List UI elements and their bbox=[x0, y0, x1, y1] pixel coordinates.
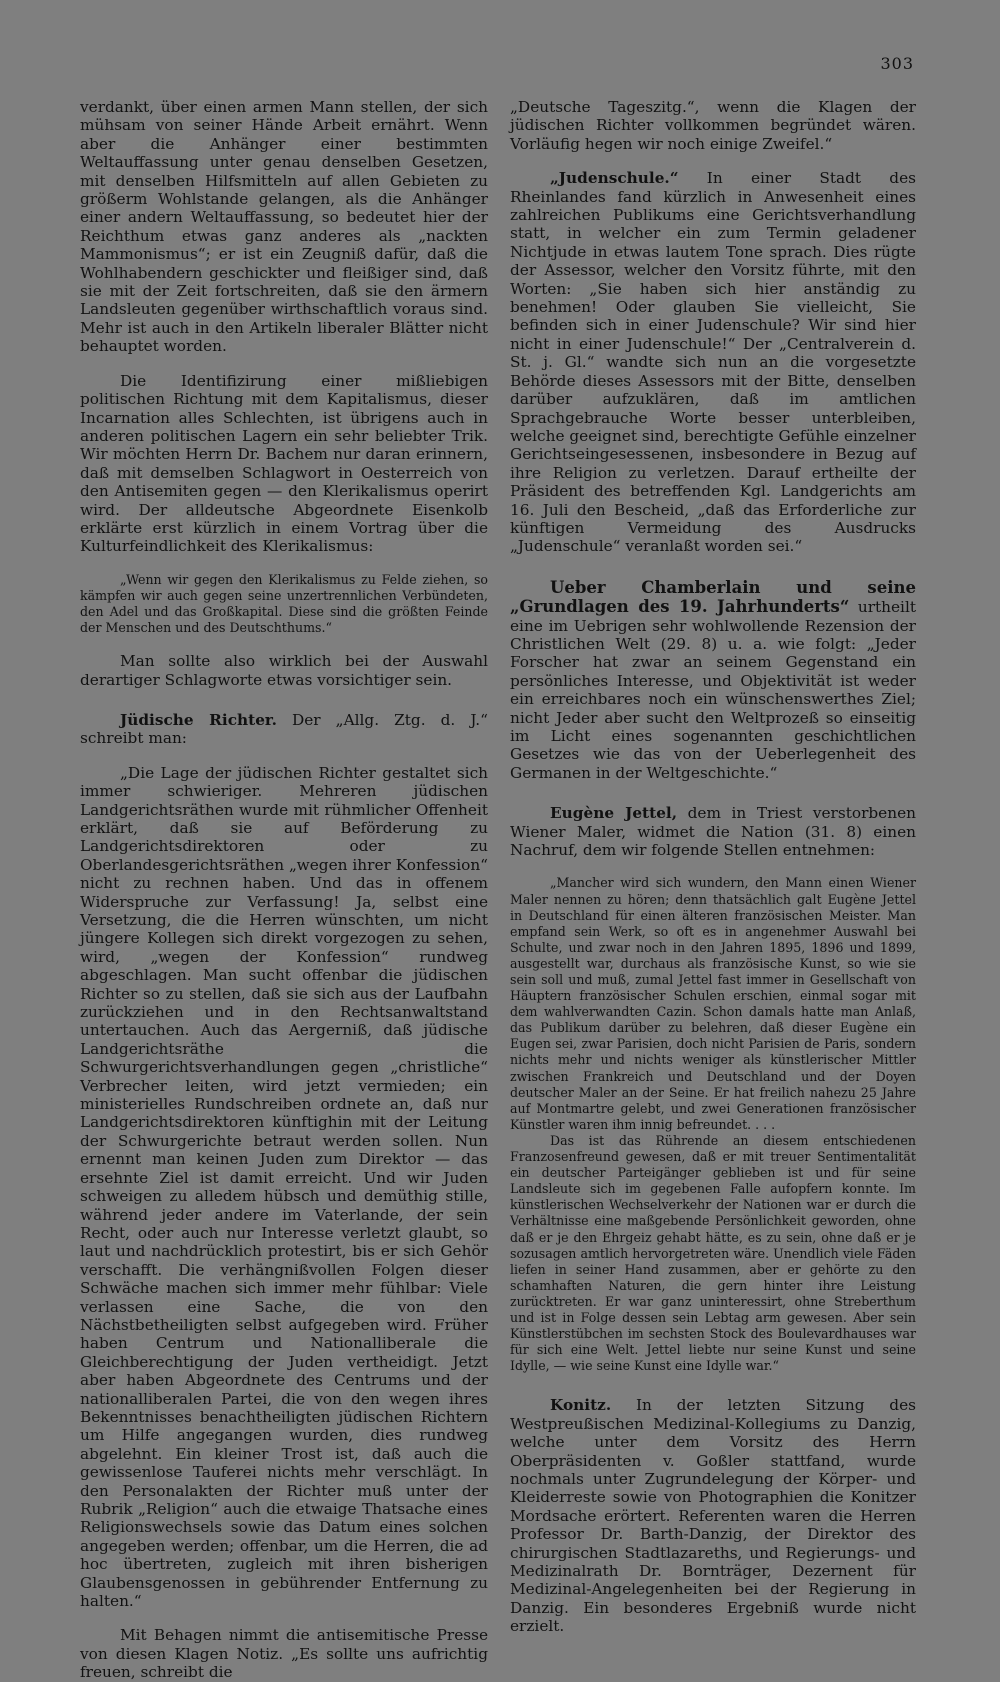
block-quote: „Mancher wird sich wundern, den Mann einen Wiener Maler nennen zu hören; denn thatsächlich galt Eugène Jettel in Deutschland für einen älteren französischen Meister. Man empfand sein Werk, so oft es in angenehmer Auswahl bei Schulte, und zwar noch in den Jahren 1895, 1896 und 1899, ausgestellt war, durchaus als französische Kunst, so wie sie sein soll und muß, zumal Jettel fast immer in Gesellschaft von Häuptern französischer Schulen erschien, einmal sogar mit dem wahlverwandten Cazin. Schon damals hatte man Anlaß, das Publikum darüber zu belehren, daß dieser Eugène ein Eugen sei, zwar Parisien, doch nicht Parisien de Paris, sondern nichts mehr und nichts weniger als künstlerischer Mittler zwischen Frankreich und Deutschland und der Doyen deutscher Maler an der Seine. Er hat freilich nahezu 25 Jahre auf Montmartre gelebt, und zwei Generationen französischer Künstler waren ihm innig befreundet. . . . bbox=[510, 875, 916, 1132]
paragraph-text: dem in Triest verstorbenen Wiener Maler, widmet die Nation (31. 8) einen Nachruf, dem wir folgende Stellen entnehmen: bbox=[510, 804, 916, 860]
paragraph-text: In der letzten Sitzung des Westpreußischen Medizinal-Kollegiums zu Danzig, welche unter dem Vorsitz des Herrn Oberpräsidenten v. Goßler stattfand, wurde nochmals unter Zugrundelegung der Körper- und Kleiderreste sowie von Photographien die Konitzer Mordsache erörtert. Referenten waren die Herren Professor Dr. Barth-Danzig, der Direktor des chirurgischen Stadtlazareths, und Regierungs- und Medizinalrath Dr. Bornträger, Dezernent für Medizinal-Angelegenheiten bei der Regierung in Danzig. Ein besonderes Ergebniß wurde nicht erzielt. bbox=[510, 1396, 916, 1636]
right-column bbox=[510, 98, 916, 1636]
article-jüdische-richter bbox=[80, 711, 488, 748]
article-jettel bbox=[510, 804, 916, 859]
paragraph-text: urtheilt eine im Uebrigen sehr wohlwollende Rezension der Christlichen Welt (29. 8) u. a. wie folgt: „Jeder Forscher hat zwar an seinem Gegenstand ein persönliches Interesse, und Objektivität ist weder ein erreichbares noch ein wünschenswerthes Ziel; nicht Jeder aber sucht den Weltprozeß so einseitig im Licht eines sogenannten geschichtlichen Gesetzes wie das von der Ueberlegenheit des Germanen in der Weltgeschichte.“ bbox=[510, 598, 916, 782]
paragraph: Die Identifizirung einer mißliebigen politischen Richtung mit dem Kapitalismus, dieser Incarnation alles Schlechten, ist übrigens auch in anderen politischen Lagern ein sehr beliebter Trik. Wir möchten Herrn Dr. Bachem nur daran erinnern, daß mit demselben Schlagwort in Oesterreich von den Antisemiten gegen — den Klerikalismus operirt wird. Der alldeutsche Abgeordnete Eisenkolb erklärte erst kürzlich in einem Vortrag über die Kulturfeindlichkeit des Klerikalismus: bbox=[80, 371, 488, 556]
paragraph: „Deutsche Tageszitg.“, wenn die Klagen der jüdischen Richter vollkommen begründet wären. Vorläufig hegen wir noch einige Zweifel.“ bbox=[510, 98, 916, 153]
paragraph: verdankt, über einen armen Mann stellen, der sich mühsam von seiner Hände Arbeit ernährt. Wenn aber die Anhänger einer bestimmten Weltauffassung unter genau denselben Gesetzen, mit denselben Hilfsmitteln auf allen Gebieten zu größerm Wohlstande gelangen, als die Anhänger einer andern Weltauffassung, so bedeutet hier der Reichthum etwas ganz anderes als „nackten Mammonismus“; er ist ein Zeugniß dafür, daß die Wohlhabendern geschickter und fleißiger sind, daß sie mit der Zeit fortschreiten, daß sie den ärmern Landsleuten gegenüber wirthschaftlich voraus sind. Mehr ist auch in den Artikeln liberaler Blätter nicht behauptet worden. bbox=[80, 98, 488, 356]
page-number: 303 bbox=[880, 54, 914, 73]
article-konitz bbox=[510, 1396, 916, 1635]
left-column bbox=[80, 98, 488, 1682]
paragraph: Mit Behagen nimmt die antisemitische Presse von diesen Klagen Notiz. „Es sollte uns aufrichtig freuen, schreibt die bbox=[80, 1626, 488, 1682]
paragraph-text: In einer Stadt des Rheinlandes fand kürzlich in Anwesenheit eines zahlreichen Publikums eine Gerichtsverhandlung statt, in welcher ein zum Termin geladener Nichtjude in etwas lautem Tone sprach. Dies rügte der Assessor, welcher den Vorsitz führte, mit den Worten: „Sie haben sich hier anständig zu benehmen! Oder glauben Sie vielleicht, Sie befinden sich in einer Judenschule? Wir sind hier nicht in einer Judenschule!“ Der „Centralverein d. St. j. Gl.“ wandte sich nun an die vorgesetzte Behörde dieses Assessors mit der Bitte, denselben darüber aufzuklären, daß im amtlichen Sprachgebrauche Worte besser unterbleiben, welche geeignet sind, berechtigte Gefühle einzelner Gerichtseingesessenen, insbesondere in Bezug auf ihre Religion zu verletzen. Darauf ertheilte der Präsident des betreffenden Kgl. Landgerichts am 16. Juli den Bescheid, „daß das Erforderliche zur künftigen Vermeidung des Ausdrucks „Judenschule“ veranlaßt worden sei.“ bbox=[510, 169, 916, 556]
paragraph: „Die Lage der jüdischen Richter gestaltet sich immer schwieriger. Mehreren jüdischen Landgerichtsräthen wurde mit rühmlicher Offenheit erklärt, daß sie auf Beförderung zu Landgerichtsdirektoren oder zu Oberlandesgerichtsräthen „wegen ihrer Konfession“ nicht zu rechnen haben. Und das in offenem Widerspruche zur Verfassung! Ja, selbst eine Versetzung, die die Herren wünschten, um nicht jüngere Kollegen sich direkt vorgezogen zu sehen, wird, „wegen der Konfession“ rundweg abgeschlagen. Man sucht offenbar die jüdischen Richter so zu stellen, daß sie sich aus der Laufbahn zurückziehen und in den Rechtsanwaltstand untertauchen. Auch das Aergerniß, daß jüdische Landgerichtsräthe die Schwurgerichtsverhandlungen gegen „christliche“ Verbrecher leiten, wird jetzt vermieden; ein ministerielles Rundschreiben ordnete an, daß nur Landgerichtsdirektoren künftighin mit der Leitung der Schwurgerichte betraut werden sollen. Nun ernennt man keinen Juden zum Direktor — das ersehnte Ziel ist damit erreicht. Und wir Juden schweigen zu alledem hübsch und demüthig stille, während jeder andere im Vaterlande, der sein Recht, oder auch nur Interesse verletzt glaubt, so laut und nachdrücklich protestirt, bis er sich Gehör verschafft. Die verhängnißvollen Folgen dieser Schwäche machen sich immer mehr fühlbar: Viele verlassen eine Sache, die von den Nächstbetheiligten selbst aufgegeben wird. Früher haben Centrum und Nationalliberale die Gleichberechtigung der Juden vertheidigt. Jetzt aber haben Abgeordnete des Centrums und der nationalliberalen Partei, die von den wegen ihres Bekenntnisses benachtheiligten jüdischen Richtern um Hilfe angegangen wurden, dies rundweg abgelehnt. Ein kleiner Trost ist, daß auch die gewissenlose Tauferei nichts mehr verschlägt. In den Personalakten der Richter muß unter der Rubrik „Religion“ auch die etwaige Thatsache eines Religionswechsels sowie das Datum eines solchen angegeben werden; offenbar, um die Herren, die ad hoc übertreten, zugleich mit ihren bisherigen Glaubensgenossen in gebührender Entfernung zu halten.“ bbox=[80, 763, 488, 1611]
paragraph: Man sollte also wirklich bei der Auswahl derartiger Schlagworte etwas vorsichtiger sein. bbox=[80, 652, 488, 689]
section-heading: Ueber Chamberlain und seine „Grundlagen des 19. Jahrhunderts“ bbox=[510, 577, 916, 617]
article-judenschule bbox=[510, 169, 916, 556]
section-heading: „Judenschule.“ bbox=[550, 169, 679, 188]
block-quote: Das ist das Rührende an diesem entschiedenen Franzosenfreund gewesen, daß er mit treuer Sentimentalität ein deutscher Parteigänger geblieben ist und für seine Landsleute sich im gegebenen Falle aufopfern konnte. Im künstlerischen Wechselverkehr der Nationen war er durch die Verhältnisse eine maßgebende Persönlichkeit geworden, ohne daß er je den Ehrgeiz gehabt hätte, es zu sein, ohne daß er je sozusagen amtlich hervorgetreten wäre. Unendlich viele Fäden liefen in seiner Hand zusammen, aber er gehörte zu den schamhaften Naturen, die gern hinter ihre Leistung zurücktreten. Er war ganz uninteressirt, ohne Streberthum und ist in Folge dessen sein Lebtag arm gewesen. Aber sein Künstlerstübchen im sechsten Stock des Boulevardhauses war für sich eine Welt. Jettel liebte nur seine Kunst und seine Idylle, — wie seine Kunst eine Idylle war.“ bbox=[510, 1132, 916, 1374]
section-heading: Konitz. bbox=[550, 1396, 612, 1415]
article-chamberlain bbox=[510, 578, 916, 782]
block-quote: „Wenn wir gegen den Klerikalismus zu Felde ziehen, so kämpfen wir auch gegen seine unzertrennlichen Verbündeten, den Adel und das Großkapital. Diese sind die größten Feinde der Menschen und des Deutschthums.“ bbox=[80, 571, 488, 636]
paragraph-text: Der „Allg. Ztg. d. J.“ schreibt man: bbox=[80, 710, 488, 748]
section-heading: Eugène Jettel, bbox=[550, 804, 678, 823]
section-heading: Jüdische Richter. bbox=[120, 710, 277, 729]
